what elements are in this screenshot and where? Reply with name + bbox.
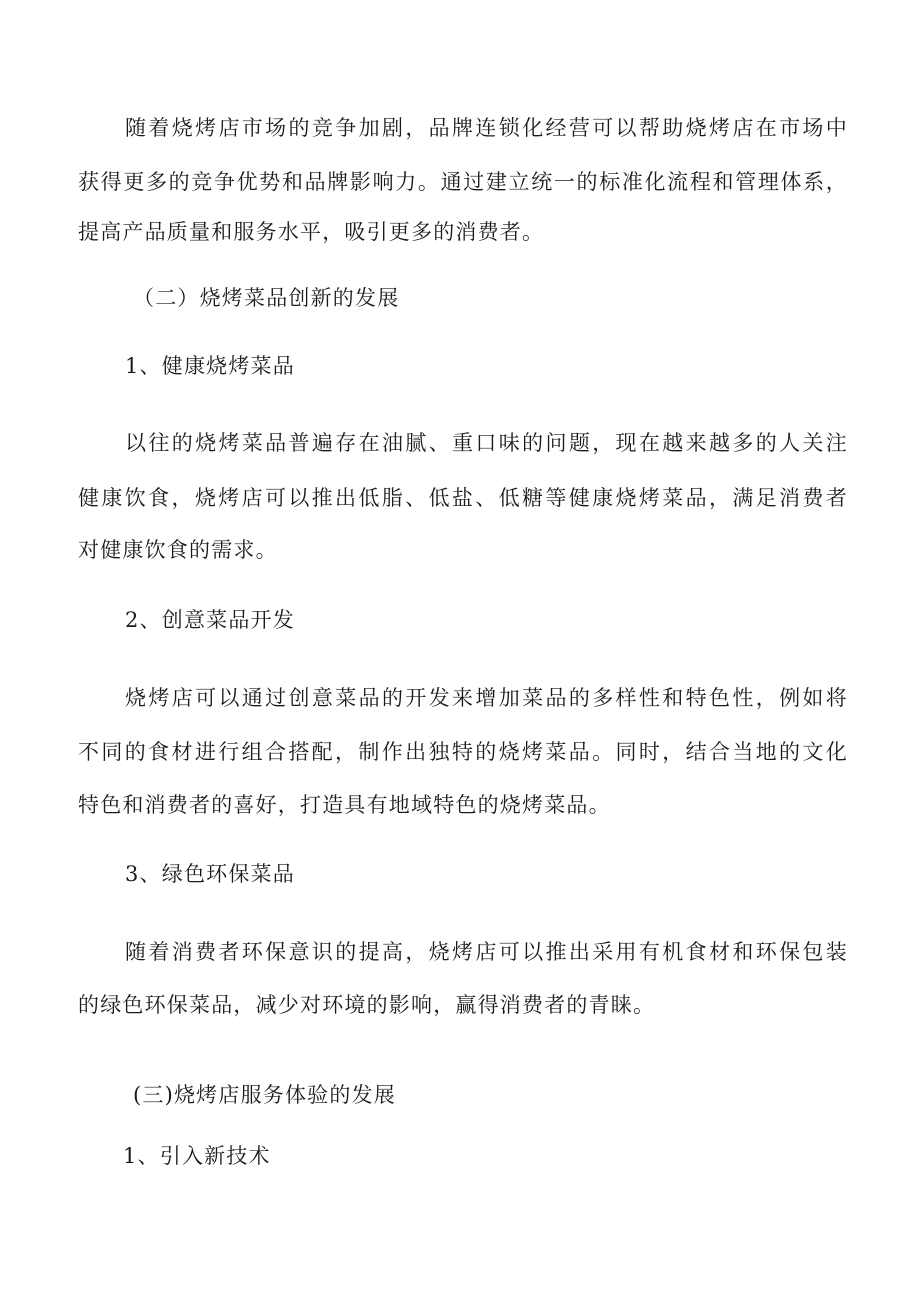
para2-line3: 对健康饮食的需求。 xyxy=(78,538,278,562)
para3-line3: 特色和消费者的喜好，打造具有地域特色的烧烤菜品。 xyxy=(78,793,611,817)
para3-line1: 烧烤店可以通过创意菜品的开发来增加菜品的多样性和特色性，例如将 xyxy=(125,686,848,710)
para3-line2: 不同的食材进行组合搭配，制作出独特的烧烤菜品。同时，结合当地的文化 xyxy=(78,740,848,764)
item1-title: 1、健康烧烤菜品 xyxy=(125,354,295,378)
item3-title: 3、绿色环保菜品 xyxy=(125,862,295,886)
section-heading-2: （二）烧烤菜品创新的发展 xyxy=(133,286,400,310)
para4-line2: 的绿色环保菜品，减少对环境的影响，赢得消费者的青睐。 xyxy=(78,993,656,1017)
para2-line1: 以往的烧烤菜品普遍存在油腻、重口味的问题，现在越来越多的人关注 xyxy=(125,431,848,455)
para1-line1: 随着烧烤店市场的竞争加剧，品牌连锁化经营可以帮助烧烤店在市场中 xyxy=(125,116,848,140)
item2-title: 2、创意菜品开发 xyxy=(125,608,295,632)
item4-title: 1、引入新技术 xyxy=(123,1144,271,1168)
para1-line2: 获得更多的竞争优势和品牌影响力。通过建立统一的标准化流程和管理体系， xyxy=(78,170,848,194)
para2-line2: 健康饮食，烧烤店可以推出低脂、低盐、低糖等健康烧烤菜品，满足消费者 xyxy=(78,486,848,510)
para4-line1: 随着消费者环保意识的提高，烧烤店可以推出采用有机食材和环保包装 xyxy=(125,940,848,964)
para1-line3: 提高产品质量和服务水平，吸引更多的消费者。 xyxy=(78,220,545,244)
section-heading-3: (三)烧烤店服务体验的发展 xyxy=(133,1083,396,1107)
